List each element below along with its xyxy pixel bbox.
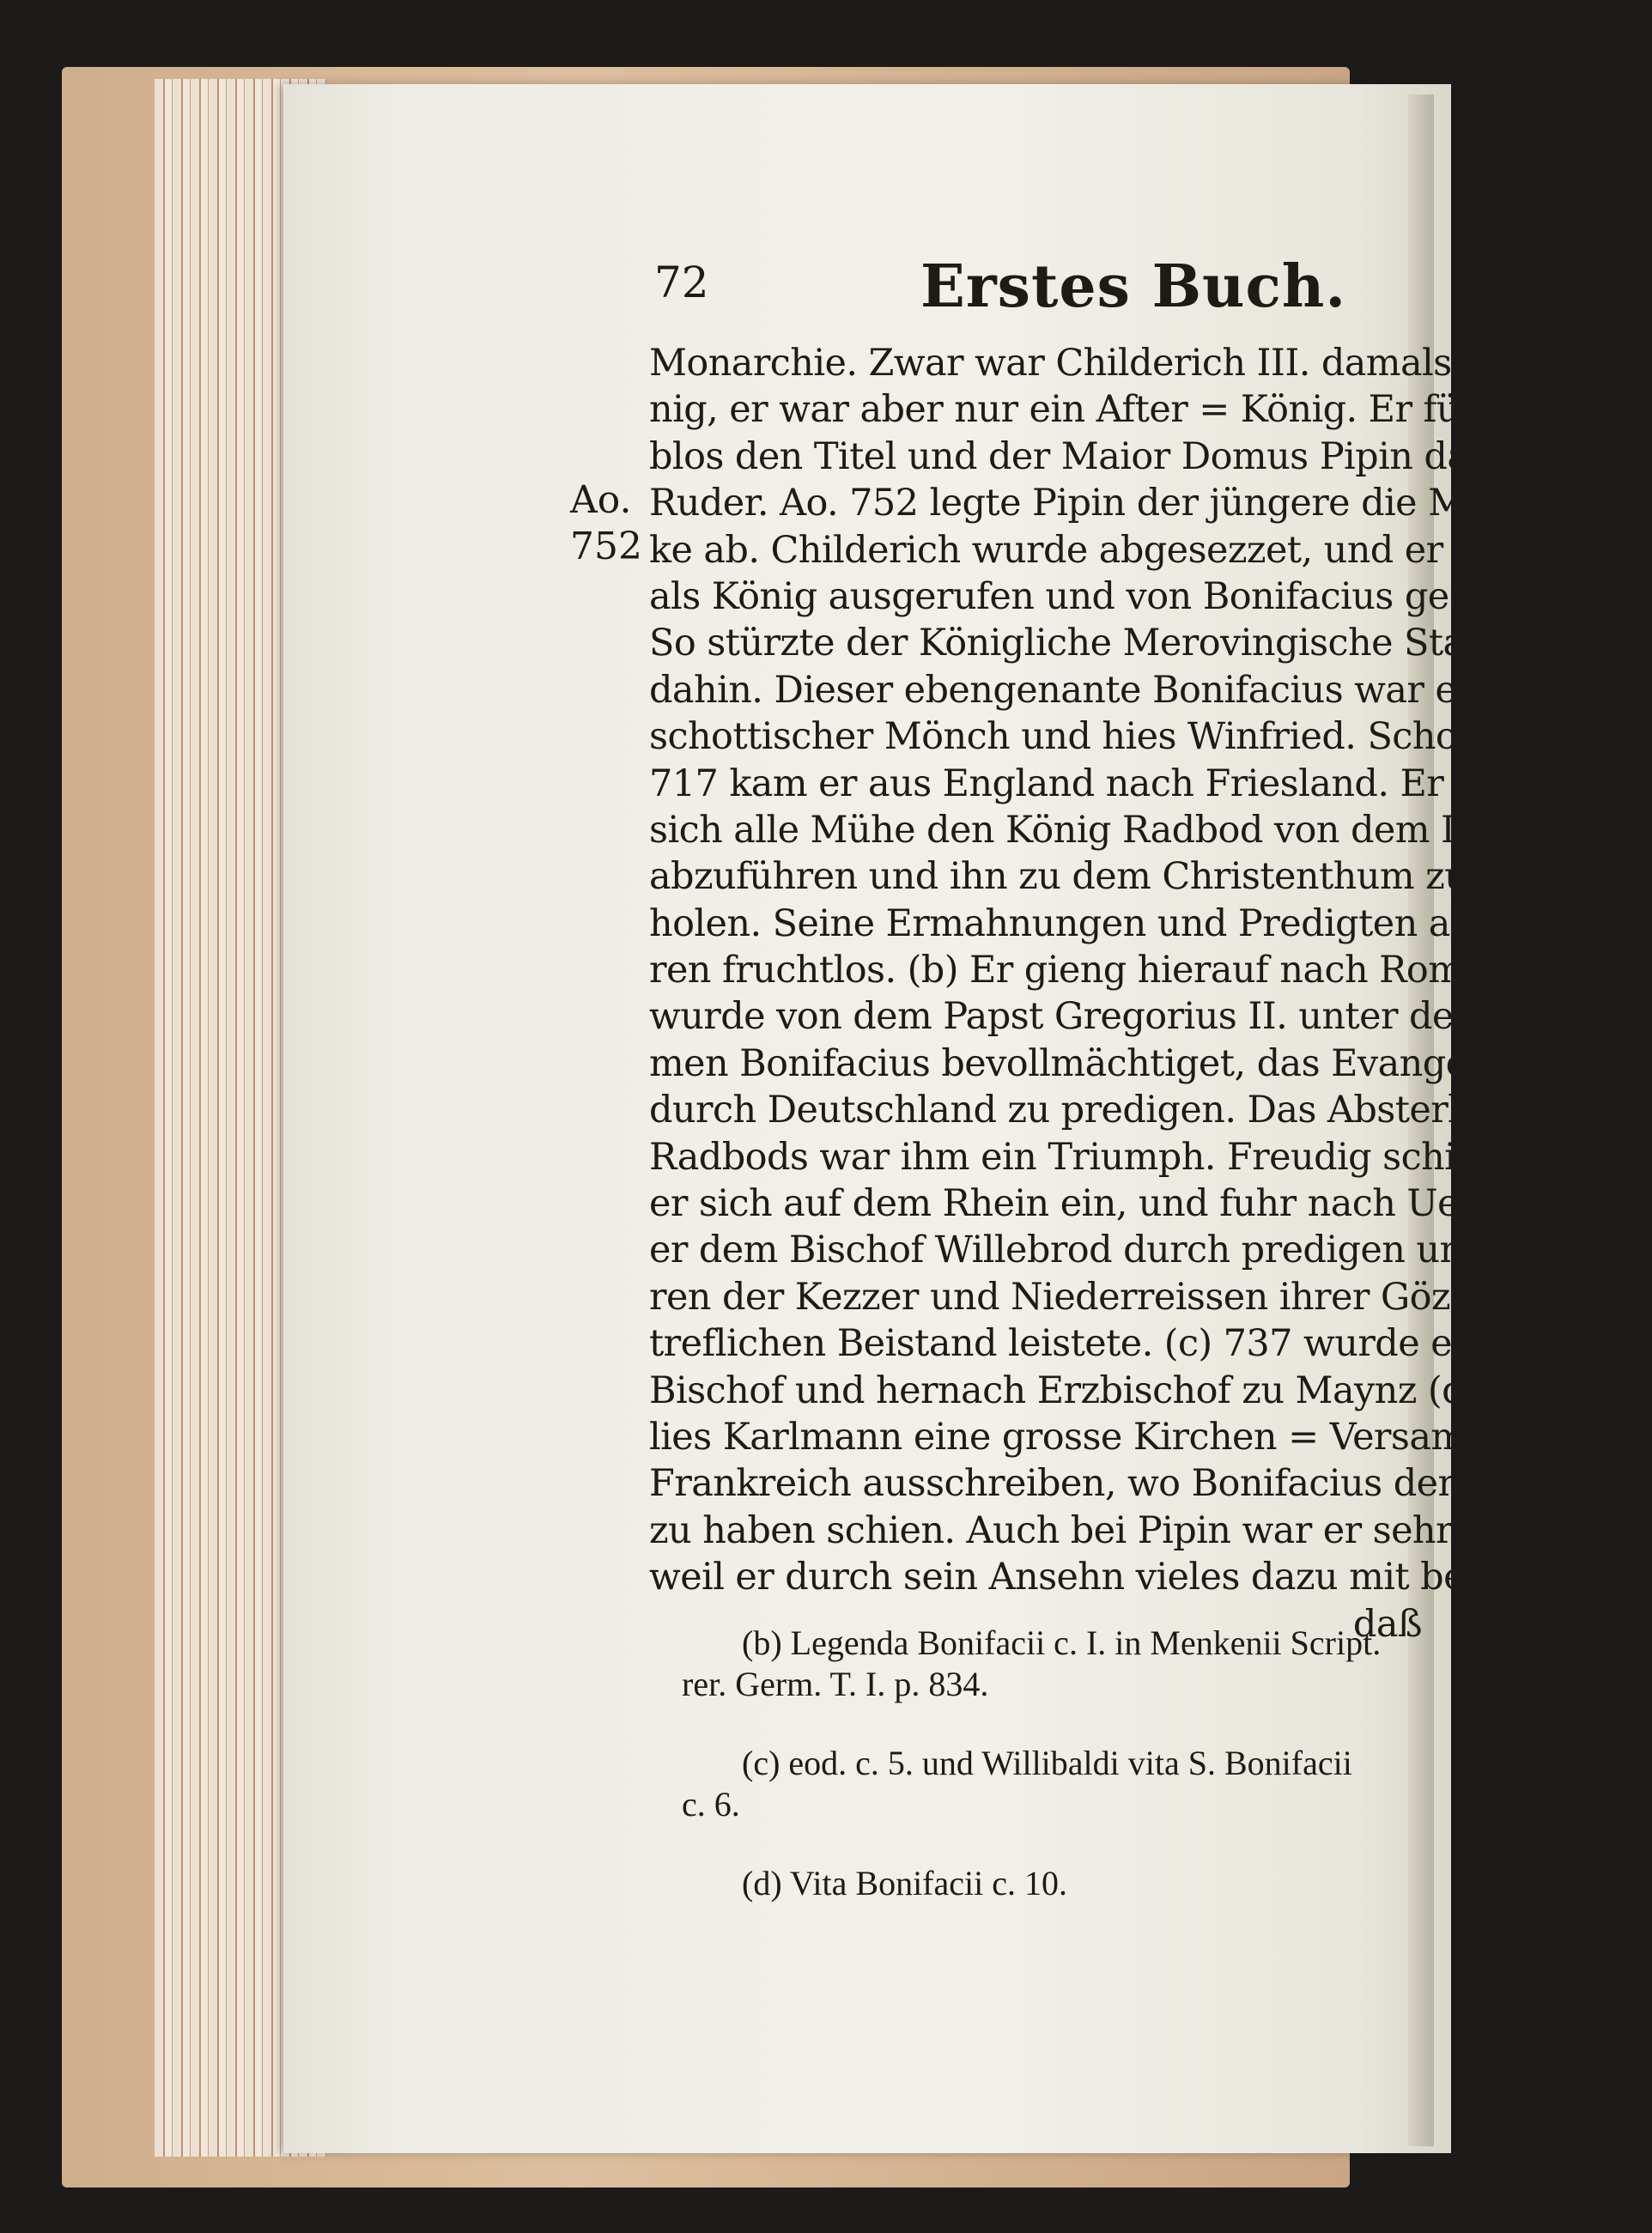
text-line: dahin. Dieser ebengenante Bonifacius war ein (649, 668, 1491, 712)
text-line: lies Karlmann eine grosse Kirchen = Versammlung in (649, 1415, 1627, 1459)
footnote-mark: (b) (742, 1623, 782, 1662)
text-line: treflichen Beistand leistete. (c) 737 wurde er (649, 1322, 1469, 1366)
text-line: sich alle Mühe den König Radbod von dem Irrwege (649, 808, 1587, 852)
text-line: Bischof und hernach Erzbischof zu Maynz (d) 742 (649, 1368, 1559, 1412)
text-line: schottischer Mönch und hies Winfried. Schon Ao. (649, 715, 1551, 759)
footnote-continuation: c. 6. (682, 1785, 740, 1823)
running-title: Erstes Buch. (920, 252, 1347, 321)
catchword: daß (1352, 1602, 1422, 1646)
footnote-text: eod. c. 5. und Willibaldi vita S. Bonifacii (788, 1744, 1352, 1782)
margin-note-line: Ao. (570, 478, 632, 522)
text-line: 717 kam er aus England nach Friesland. Er gab (649, 762, 1523, 805)
footnote-continuation: rer. Germ. T. I. p. 834. (682, 1665, 989, 1703)
page-header (654, 252, 1427, 326)
text-line: blos den Titel und der Maior Domus Pipin das (649, 434, 1487, 478)
text-line: holen. Seine Ermahnungen und Predigten aber wa- (649, 901, 1588, 945)
text-line: durch Deutschland zu predigen. Das Absterben (649, 1089, 1516, 1132)
footnote-b (649, 1623, 1422, 1705)
footnote-mark: (c) (742, 1744, 780, 1782)
text-line: er sich auf dem Rhein ein, und fuhr nach Uetrecht, wo (649, 1182, 1645, 1226)
footnote-text: Legenda Bonifacii c. I. in Menkenii Script. (790, 1623, 1382, 1662)
body-text (649, 340, 1652, 1647)
footnote-mark: (d) (742, 1864, 782, 1902)
page-number: 72 (654, 258, 709, 307)
text-line: men Bonifacius bevollmächtiget, das Evangelium (649, 1041, 1548, 1085)
text-line: ren fruchtlos. (b) Er gieng hierauf nach Rom und (649, 949, 1544, 992)
footnote-text: Vita Bonifacii c. 10. (789, 1864, 1067, 1902)
text-line: Radbods war ihm ein Triumph. Freudig schiffte (649, 1135, 1518, 1179)
text-line: ke ab. Childerich wurde abgesezzet, und er feierlich (649, 528, 1605, 572)
footnote-d (649, 1863, 1422, 1904)
margin-note-line: 752 (570, 525, 642, 568)
text-line: als König ausgerufen und von Bonifacius gesalbet. (649, 574, 1570, 618)
text-line: weil er durch sein Ansehn vieles dazu mit beigetragen, (649, 1556, 1652, 1599)
text-line: abzuführen und ihn zu dem Christenthum zu über- (649, 855, 1576, 899)
footnotes (649, 1623, 1422, 1942)
text-line: er dem Bischof Willebrod durch predigen und bekeh- (649, 1229, 1620, 1272)
text-line: Monarchie. Zwar war Childerich III. damals Kö- (649, 342, 1523, 385)
margin-note (570, 477, 642, 570)
text-line: nig, er war aber nur ein After = König. Er führte (649, 388, 1536, 432)
text-line: Ruder. Ao. 752 legte Pipin der jüngere die Mas- (649, 482, 1517, 525)
text-line: wurde von dem Papst Gregorius II. unter dem Na- (649, 995, 1564, 1039)
text-line: So stürzte der Königliche Merovingische Stamm (649, 622, 1534, 665)
text-line: Frankreich ausschreiben, wo Bonifacius den Vorsiz (649, 1462, 1583, 1506)
text-line: zu haben schien. Auch bei Pipin war er sehr beliebt, (649, 1508, 1601, 1552)
text-line: ren der Kezzer und Niederreissen ihrer Gözzentempel (649, 1275, 1640, 1319)
footnote-c (649, 1743, 1422, 1825)
